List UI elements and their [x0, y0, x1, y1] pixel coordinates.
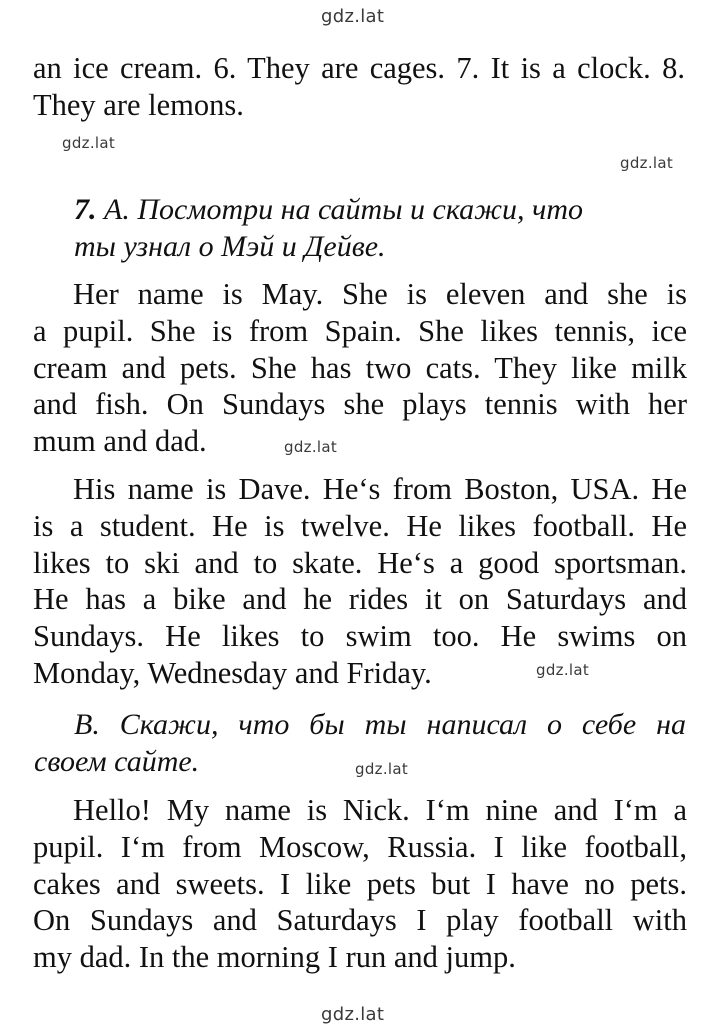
paragraph-line: my dad. In the morning I run and jump. — [33, 940, 516, 975]
paragraph-line: likes to ski and to skate. He‘s a good sportsman. — [33, 545, 687, 580]
paragraph-nick — [33, 792, 687, 976]
paragraph-line: Monday, Wednesday and Friday. — [33, 655, 432, 690]
task-b-line: своем сайте. — [34, 744, 200, 778]
paragraph-line: is a student. He is twelve. He likes football. He — [33, 508, 687, 543]
watermark-top: gdz.lat — [321, 6, 385, 27]
task-a-line: ты узнал о Мэй и Дейве. — [74, 229, 386, 263]
task-a-heading — [74, 192, 674, 266]
watermark-right-upper: gdz.lat — [620, 154, 674, 172]
intro-text — [33, 50, 685, 124]
paragraph-line: Her name is May. She is eleven and she is — [73, 277, 687, 311]
paragraph-line: Hello! My name is Nick. I‘m nine and I‘m a — [73, 793, 687, 827]
watermark-mid-para1: gdz.lat — [284, 438, 338, 456]
paragraph-line: cream and pets. She has two cats. They like milk — [33, 350, 687, 385]
watermark-left-upper: gdz.lat — [62, 134, 116, 152]
task-b-heading — [34, 707, 686, 781]
paragraph-line: On Sundays and Saturdays I play football with — [33, 903, 687, 938]
intro-line: They are lemons. — [33, 87, 244, 122]
paragraph-line: Sundays. He likes to swim too. He swims on — [33, 619, 687, 654]
paragraph-line: His name is Dave. He‘s from Boston, USA. He — [73, 472, 687, 506]
paragraph-line: and fish. On Sundays she plays tennis with her — [33, 387, 687, 422]
paragraph-line: cakes and sweets. I like pets but I have no pets. — [33, 866, 687, 901]
watermark-mid-para2: gdz.lat — [536, 661, 590, 679]
paragraph-line: pupil. I‘m from Moscow, Russia. I like football, — [33, 829, 687, 864]
paragraph-may — [33, 276, 687, 460]
paragraph-dave — [33, 471, 687, 692]
watermark-task-b: gdz.lat — [355, 760, 409, 778]
intro-line: an ice cream. 6. They are cages. 7. It is a clock. 8. — [33, 51, 685, 85]
paragraph-line: He has a bike and he rides it on Saturdays and — [33, 582, 687, 617]
watermark-bottom: gdz.lat — [321, 1004, 385, 1025]
paragraph-line: a pupil. She is from Spain. She likes tennis, ice — [33, 313, 687, 348]
paragraph-line: mum and dad. — [33, 424, 207, 459]
task-b-line: B. Скажи, что бы ты написал о себе на — [74, 708, 686, 741]
task-a-line: А. Посмотри на сайты и скажи, что — [96, 193, 584, 226]
task-number: 7. — [74, 193, 97, 226]
